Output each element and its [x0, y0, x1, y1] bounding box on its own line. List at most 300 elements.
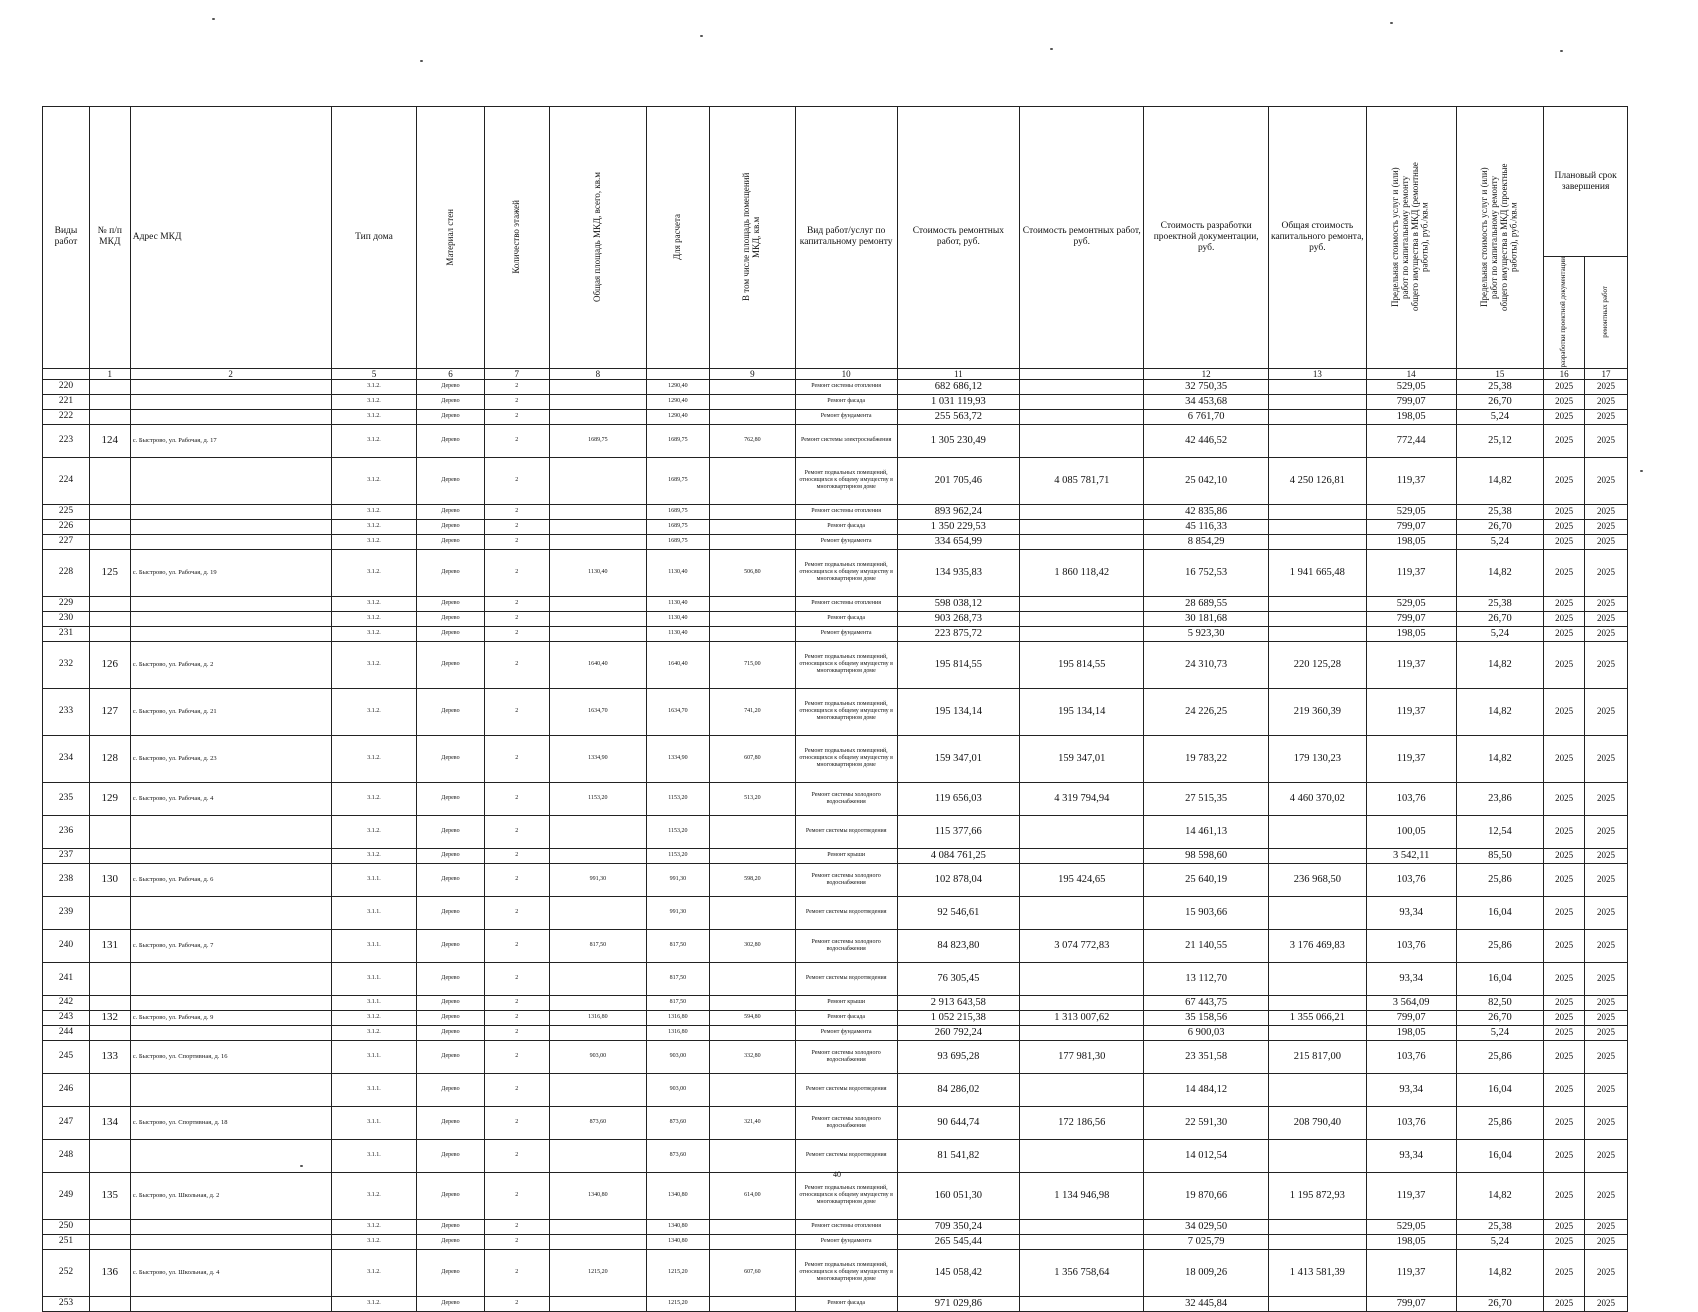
- repair-cost-total-cell: 195 134,14: [1020, 688, 1144, 735]
- building-number-cell: 133: [89, 1040, 130, 1073]
- column-number: 14: [1366, 368, 1456, 379]
- design-cost-cell: 14 012,54: [1144, 1139, 1268, 1172]
- house-type-cell: 3.1.2.: [331, 519, 417, 534]
- repair-cost-total-cell: [1020, 1073, 1144, 1106]
- address-cell: [130, 534, 331, 549]
- total-cost-cell: 4 460 370,02: [1268, 782, 1366, 815]
- floors-cell: 2: [484, 504, 549, 519]
- plan-design-year-cell: 2025: [1544, 1234, 1585, 1249]
- table-row: [43, 848, 1628, 863]
- house-type-cell: 3.1.2.: [331, 596, 417, 611]
- plan-repair-year-cell: 2025: [1585, 457, 1628, 504]
- design-cost-cell: 6 900,03: [1144, 1025, 1268, 1040]
- table-row: [43, 1073, 1628, 1106]
- plan-design-year-cell: 2025: [1544, 735, 1585, 782]
- limit-repair-cell: 529,05: [1366, 504, 1456, 519]
- building-number-cell: [89, 1025, 130, 1040]
- calc-area-cell: 1130,40: [646, 596, 709, 611]
- building-number-cell: 124: [89, 424, 130, 457]
- limit-repair-cell: 119,37: [1366, 549, 1456, 596]
- plan-repair-year-cell: 2025: [1585, 409, 1628, 424]
- limit-design-cell: 16,04: [1456, 896, 1544, 929]
- total-cost-cell: 236 968,50: [1268, 863, 1366, 896]
- floors-cell: 2: [484, 995, 549, 1010]
- house-type-cell: 3.1.2.: [331, 534, 417, 549]
- limit-repair-cell: 799,07: [1366, 1010, 1456, 1025]
- repair-cost-cell: 903 268,73: [897, 611, 1019, 626]
- total-cost-cell: [1268, 995, 1366, 1010]
- address-cell: с. Быстрово, ул. Рабочая, д. 17: [130, 424, 331, 457]
- calc-area-cell: 1153,20: [646, 815, 709, 848]
- repair-cost-cell: 1 031 119,93: [897, 394, 1019, 409]
- premises-area-cell: [710, 611, 796, 626]
- limit-repair-cell: 103,76: [1366, 1040, 1456, 1073]
- total-cost-cell: [1268, 1025, 1366, 1040]
- scan-speck: [1050, 48, 1053, 50]
- repair-cost-cell: 598 038,12: [897, 596, 1019, 611]
- house-type-cell: 3.1.2.: [331, 424, 417, 457]
- work-kind-cell: Ремонт системы водоотведения: [795, 962, 897, 995]
- repair-cost-total-cell: [1020, 848, 1144, 863]
- premises-area-cell: 321,40: [710, 1106, 796, 1139]
- limit-design-cell: 26,70: [1456, 394, 1544, 409]
- repair-cost-total-cell: [1020, 424, 1144, 457]
- row-number-cell: 222: [43, 409, 90, 424]
- building-number-cell: [89, 504, 130, 519]
- work-kind-cell: Ремонт подвальных помещений, относящихся к общему имуществу в многоквартирном доме: [795, 1172, 897, 1219]
- building-number-cell: [89, 626, 130, 641]
- floors-cell: 2: [484, 815, 549, 848]
- table-row: [43, 929, 1628, 962]
- calc-area-cell: 1290,40: [646, 394, 709, 409]
- floors-cell: 2: [484, 848, 549, 863]
- repair-cost-total-cell: [1020, 626, 1144, 641]
- column-number: [646, 368, 709, 379]
- limit-repair-cell: 103,76: [1366, 1106, 1456, 1139]
- header-floors: Количество этажей: [484, 107, 549, 369]
- total-area-cell: [549, 1296, 646, 1311]
- repair-cost-total-cell: [1020, 596, 1144, 611]
- calc-area-cell: 1316,80: [646, 1025, 709, 1040]
- total-area-cell: 1334,90: [549, 735, 646, 782]
- scan-speck: [1560, 50, 1563, 52]
- plan-design-year-cell: 2025: [1544, 519, 1585, 534]
- total-area-cell: 1689,75: [549, 424, 646, 457]
- table-row: [43, 735, 1628, 782]
- design-cost-cell: 7 025,79: [1144, 1234, 1268, 1249]
- header-wall-material: Материал стен: [417, 107, 484, 369]
- address-cell: [130, 1296, 331, 1311]
- limit-repair-cell: 198,05: [1366, 1025, 1456, 1040]
- plan-design-year-cell: 2025: [1544, 424, 1585, 457]
- building-number-cell: [89, 995, 130, 1010]
- building-number-cell: [89, 379, 130, 394]
- limit-repair-cell: 93,34: [1366, 962, 1456, 995]
- repair-cost-total-cell: [1020, 1025, 1144, 1040]
- limit-design-cell: 5,24: [1456, 1025, 1544, 1040]
- row-number-cell: 225: [43, 504, 90, 519]
- work-kind-cell: Ремонт системы отопления: [795, 1219, 897, 1234]
- calc-area-cell: 1316,80: [646, 1010, 709, 1025]
- limit-design-cell: 26,70: [1456, 1010, 1544, 1025]
- table-row: [43, 641, 1628, 688]
- repair-cost-total-cell: 1 860 118,42: [1020, 549, 1144, 596]
- floors-cell: 2: [484, 457, 549, 504]
- calc-area-cell: 1130,40: [646, 549, 709, 596]
- column-number: [43, 368, 90, 379]
- table-row: [43, 896, 1628, 929]
- address-cell: [130, 896, 331, 929]
- header-plan-repair: ремонтных работ: [1585, 257, 1628, 369]
- floors-cell: 2: [484, 1172, 549, 1219]
- building-number-cell: 131: [89, 929, 130, 962]
- total-cost-cell: [1268, 1234, 1366, 1249]
- calc-area-cell: 1130,40: [646, 626, 709, 641]
- repair-cost-cell: 260 792,24: [897, 1025, 1019, 1040]
- work-kind-cell: Ремонт фундамента: [795, 1234, 897, 1249]
- table-row: [43, 1234, 1628, 1249]
- repair-cost-cell: 1 052 215,38: [897, 1010, 1019, 1025]
- work-kind-cell: Ремонт подвальных помещений, относящихся к общему имуществу в многоквартирном доме: [795, 735, 897, 782]
- row-number-cell: 228: [43, 549, 90, 596]
- building-number-cell: [89, 457, 130, 504]
- calc-area-cell: 1290,40: [646, 379, 709, 394]
- repair-cost-total-cell: 177 981,30: [1020, 1040, 1144, 1073]
- repair-cost-cell: 134 935,83: [897, 549, 1019, 596]
- address-cell: с. Быстрово, ул. Школьная, д. 4: [130, 1249, 331, 1296]
- limit-design-cell: 16,04: [1456, 1073, 1544, 1106]
- address-cell: с. Быстрово, ул. Рабочая, д. 7: [130, 929, 331, 962]
- limit-repair-cell: 119,37: [1366, 1172, 1456, 1219]
- address-cell: с. Быстрово, ул. Рабочая, д. 21: [130, 688, 331, 735]
- row-number-cell: 247: [43, 1106, 90, 1139]
- house-type-cell: 3.1.2.: [331, 1296, 417, 1311]
- work-kind-cell: Ремонт системы водоотведения: [795, 815, 897, 848]
- house-type-cell: 3.1.2.: [331, 848, 417, 863]
- limit-design-cell: 14,82: [1456, 549, 1544, 596]
- limit-repair-cell: 3 542,11: [1366, 848, 1456, 863]
- house-type-cell: 3.1.1.: [331, 962, 417, 995]
- floors-cell: 2: [484, 1139, 549, 1172]
- plan-repair-year-cell: 2025: [1585, 848, 1628, 863]
- address-cell: [130, 379, 331, 394]
- repair-cost-cell: 115 377,66: [897, 815, 1019, 848]
- repair-cost-cell: 160 051,30: [897, 1172, 1019, 1219]
- column-number: [1020, 368, 1144, 379]
- table-row: [43, 504, 1628, 519]
- limit-repair-cell: 198,05: [1366, 534, 1456, 549]
- work-kind-cell: Ремонт подвальных помещений, относящихся к общему имуществу в многоквартирном доме: [795, 549, 897, 596]
- header-premises-area: В том числе площадь помещений МКД, кв.м: [710, 107, 796, 369]
- limit-repair-cell: 119,37: [1366, 735, 1456, 782]
- total-area-cell: [549, 962, 646, 995]
- repair-cost-total-cell: [1020, 1296, 1144, 1311]
- header-plan-deadline: Плановый срок завершения: [1544, 107, 1628, 257]
- building-number-cell: [89, 519, 130, 534]
- total-area-cell: 1340,80: [549, 1172, 646, 1219]
- limit-design-cell: 85,50: [1456, 848, 1544, 863]
- plan-repair-year-cell: 2025: [1585, 1219, 1628, 1234]
- design-cost-cell: 34 029,50: [1144, 1219, 1268, 1234]
- repair-cost-cell: 265 545,44: [897, 1234, 1019, 1249]
- limit-repair-cell: 3 564,09: [1366, 995, 1456, 1010]
- premises-area-cell: [710, 534, 796, 549]
- wall-material-cell: Дерево: [417, 1219, 484, 1234]
- total-area-cell: 817,50: [549, 929, 646, 962]
- total-cost-cell: [1268, 1296, 1366, 1311]
- total-area-cell: 873,60: [549, 1106, 646, 1139]
- table-row: [43, 424, 1628, 457]
- repair-cost-total-cell: 4 319 794,94: [1020, 782, 1144, 815]
- row-number-cell: 250: [43, 1219, 90, 1234]
- table-row: [43, 549, 1628, 596]
- house-type-cell: 3.1.2.: [331, 549, 417, 596]
- work-kind-cell: Ремонт фасада: [795, 1296, 897, 1311]
- address-cell: [130, 1139, 331, 1172]
- total-area-cell: 991,30: [549, 863, 646, 896]
- plan-design-year-cell: 2025: [1544, 1025, 1585, 1040]
- floors-cell: 2: [484, 1249, 549, 1296]
- header-design-cost: Стоимость разработки проектной документации, руб.: [1144, 107, 1268, 369]
- limit-design-cell: 25,38: [1456, 1219, 1544, 1234]
- floors-cell: 2: [484, 1073, 549, 1106]
- calc-area-cell: 1215,20: [646, 1296, 709, 1311]
- total-area-cell: [549, 1073, 646, 1106]
- table-row: [43, 596, 1628, 611]
- plan-repair-year-cell: 2025: [1585, 929, 1628, 962]
- house-type-cell: 3.1.1.: [331, 995, 417, 1010]
- row-number-cell: 238: [43, 863, 90, 896]
- work-kind-cell: Ремонт фасада: [795, 611, 897, 626]
- wall-material-cell: Дерево: [417, 504, 484, 519]
- building-number-cell: [89, 1234, 130, 1249]
- premises-area-cell: [710, 379, 796, 394]
- limit-design-cell: 25,86: [1456, 1106, 1544, 1139]
- plan-repair-year-cell: 2025: [1585, 1249, 1628, 1296]
- calc-area-cell: 1640,40: [646, 641, 709, 688]
- repair-cost-total-cell: [1020, 962, 1144, 995]
- calc-area-cell: 1340,80: [646, 1234, 709, 1249]
- limit-design-cell: 25,86: [1456, 863, 1544, 896]
- row-number-cell: 226: [43, 519, 90, 534]
- total-cost-cell: [1268, 1139, 1366, 1172]
- calc-area-cell: 1334,90: [646, 735, 709, 782]
- work-kind-cell: Ремонт фундамента: [795, 626, 897, 641]
- plan-repair-year-cell: 2025: [1585, 626, 1628, 641]
- wall-material-cell: Дерево: [417, 519, 484, 534]
- plan-design-year-cell: 2025: [1544, 688, 1585, 735]
- total-cost-cell: [1268, 534, 1366, 549]
- header-building-number: № п/п МКД: [89, 107, 130, 369]
- work-kind-cell: Ремонт крыши: [795, 995, 897, 1010]
- column-number: 17: [1585, 368, 1628, 379]
- column-number: 10: [795, 368, 897, 379]
- page-number: 40: [833, 1170, 841, 1179]
- row-number-cell: 239: [43, 896, 90, 929]
- limit-repair-cell: 799,07: [1366, 394, 1456, 409]
- wall-material-cell: Дерево: [417, 534, 484, 549]
- calc-area-cell: 1689,75: [646, 457, 709, 504]
- plan-design-year-cell: 2025: [1544, 596, 1585, 611]
- plan-design-year-cell: 2025: [1544, 863, 1585, 896]
- work-kind-cell: Ремонт системы холодного водоснабжения: [795, 782, 897, 815]
- floors-cell: 2: [484, 596, 549, 611]
- repair-cost-cell: 145 058,42: [897, 1249, 1019, 1296]
- repair-cost-cell: 84 823,80: [897, 929, 1019, 962]
- calc-area-cell: 991,30: [646, 863, 709, 896]
- total-area-cell: 1130,40: [549, 549, 646, 596]
- row-number-cell: 230: [43, 611, 90, 626]
- calc-area-cell: 1215,20: [646, 1249, 709, 1296]
- floors-cell: 2: [484, 519, 549, 534]
- limit-design-cell: 12,54: [1456, 815, 1544, 848]
- plan-repair-year-cell: 2025: [1585, 1296, 1628, 1311]
- building-number-cell: 128: [89, 735, 130, 782]
- repair-cost-cell: 682 686,12: [897, 379, 1019, 394]
- wall-material-cell: Дерево: [417, 782, 484, 815]
- plan-design-year-cell: 2025: [1544, 1249, 1585, 1296]
- total-cost-cell: [1268, 409, 1366, 424]
- building-number-cell: [89, 1139, 130, 1172]
- premises-area-cell: [710, 962, 796, 995]
- building-number-cell: 136: [89, 1249, 130, 1296]
- total-cost-cell: 179 130,23: [1268, 735, 1366, 782]
- table-row: [43, 1040, 1628, 1073]
- work-kind-cell: Ремонт системы водоотведения: [795, 1139, 897, 1172]
- plan-repair-year-cell: 2025: [1585, 394, 1628, 409]
- total-cost-cell: [1268, 815, 1366, 848]
- table-row: [43, 995, 1628, 1010]
- wall-material-cell: Дерево: [417, 596, 484, 611]
- column-number: 1: [89, 368, 130, 379]
- design-cost-cell: 25 042,10: [1144, 457, 1268, 504]
- wall-material-cell: Дерево: [417, 409, 484, 424]
- house-type-cell: 3.1.1.: [331, 929, 417, 962]
- building-number-cell: 126: [89, 641, 130, 688]
- repair-cost-cell: 334 654,99: [897, 534, 1019, 549]
- repair-cost-total-cell: [1020, 1219, 1144, 1234]
- row-number-cell: 237: [43, 848, 90, 863]
- repair-cost-total-cell: 1 356 758,64: [1020, 1249, 1144, 1296]
- house-type-cell: 3.1.1.: [331, 863, 417, 896]
- row-number-cell: 223: [43, 424, 90, 457]
- repair-cost-total-cell: 195 424,65: [1020, 863, 1144, 896]
- design-cost-cell: 8 854,29: [1144, 534, 1268, 549]
- table-row: [43, 1219, 1628, 1234]
- table-row: [43, 1106, 1628, 1139]
- plan-design-year-cell: 2025: [1544, 848, 1585, 863]
- premises-area-cell: [710, 815, 796, 848]
- floors-cell: 2: [484, 394, 549, 409]
- work-kind-cell: Ремонт подвальных помещений, относящихся к общему имуществу в многоквартирном доме: [795, 688, 897, 735]
- row-number-cell: 221: [43, 394, 90, 409]
- repair-cost-cell: 893 962,24: [897, 504, 1019, 519]
- row-number-cell: 231: [43, 626, 90, 641]
- wall-material-cell: Дерево: [417, 848, 484, 863]
- header-repair-cost: Стоимость ремонтных работ, руб.: [897, 107, 1019, 369]
- table-row: [43, 626, 1628, 641]
- plan-repair-year-cell: 2025: [1585, 1234, 1628, 1249]
- work-kind-cell: Ремонт системы отопления: [795, 596, 897, 611]
- row-number-cell: 232: [43, 641, 90, 688]
- wall-material-cell: Дерево: [417, 549, 484, 596]
- plan-design-year-cell: 2025: [1544, 896, 1585, 929]
- column-number: 9: [710, 368, 796, 379]
- premises-area-cell: 594,80: [710, 1010, 796, 1025]
- house-type-cell: 3.1.2.: [331, 1172, 417, 1219]
- work-kind-cell: Ремонт подвальных помещений, относящихся к общему имуществу в многоквартирном доме: [795, 1249, 897, 1296]
- building-number-cell: [89, 394, 130, 409]
- premises-area-cell: 302,80: [710, 929, 796, 962]
- premises-area-cell: 607,80: [710, 735, 796, 782]
- repair-cost-cell: 195 814,55: [897, 641, 1019, 688]
- premises-area-cell: 513,20: [710, 782, 796, 815]
- design-cost-cell: 25 640,19: [1144, 863, 1268, 896]
- total-area-cell: [549, 409, 646, 424]
- work-kind-cell: Ремонт системы электроснабжения: [795, 424, 897, 457]
- repair-cost-cell: 2 913 643,58: [897, 995, 1019, 1010]
- premises-area-cell: [710, 1234, 796, 1249]
- building-number-cell: 129: [89, 782, 130, 815]
- calc-area-cell: 1689,75: [646, 504, 709, 519]
- address-cell: [130, 409, 331, 424]
- total-cost-cell: [1268, 504, 1366, 519]
- repair-cost-total-cell: [1020, 1234, 1144, 1249]
- floors-cell: 2: [484, 549, 549, 596]
- table-row: [43, 611, 1628, 626]
- limit-design-cell: 25,86: [1456, 929, 1544, 962]
- wall-material-cell: Дерево: [417, 424, 484, 457]
- floors-cell: 2: [484, 896, 549, 929]
- plan-repair-year-cell: 2025: [1585, 504, 1628, 519]
- limit-repair-cell: 119,37: [1366, 1249, 1456, 1296]
- limit-repair-cell: 119,37: [1366, 688, 1456, 735]
- total-area-cell: [549, 1139, 646, 1172]
- plan-design-year-cell: 2025: [1544, 929, 1585, 962]
- limit-repair-cell: 198,05: [1366, 409, 1456, 424]
- row-number-cell: 242: [43, 995, 90, 1010]
- repair-cost-cell: 84 286,02: [897, 1073, 1019, 1106]
- repair-cost-total-cell: [1020, 409, 1144, 424]
- calc-area-cell: 1634,70: [646, 688, 709, 735]
- plan-repair-year-cell: 2025: [1585, 1010, 1628, 1025]
- plan-design-year-cell: 2025: [1544, 1172, 1585, 1219]
- limit-design-cell: 16,04: [1456, 962, 1544, 995]
- address-cell: [130, 1025, 331, 1040]
- plan-repair-year-cell: 2025: [1585, 688, 1628, 735]
- total-cost-cell: 215 817,00: [1268, 1040, 1366, 1073]
- design-cost-cell: 35 158,56: [1144, 1010, 1268, 1025]
- house-type-cell: 3.1.2.: [331, 782, 417, 815]
- work-kind-cell: Ремонт крыши: [795, 848, 897, 863]
- limit-repair-cell: 103,76: [1366, 929, 1456, 962]
- wall-material-cell: Дерево: [417, 394, 484, 409]
- table-row: [43, 1172, 1628, 1219]
- calc-area-cell: 903,00: [646, 1040, 709, 1073]
- header-calc-area: Для расчета: [646, 107, 709, 369]
- design-cost-cell: 34 453,68: [1144, 394, 1268, 409]
- table-row: [43, 1010, 1628, 1025]
- premises-area-cell: 506,80: [710, 549, 796, 596]
- address-cell: [130, 848, 331, 863]
- work-kind-cell: Ремонт системы водоотведения: [795, 1073, 897, 1106]
- plan-design-year-cell: 2025: [1544, 1010, 1585, 1025]
- limit-design-cell: 14,82: [1456, 735, 1544, 782]
- address-cell: [130, 504, 331, 519]
- row-number-cell: 248: [43, 1139, 90, 1172]
- repair-cost-total-cell: [1020, 1139, 1144, 1172]
- limit-design-cell: 26,70: [1456, 1296, 1544, 1311]
